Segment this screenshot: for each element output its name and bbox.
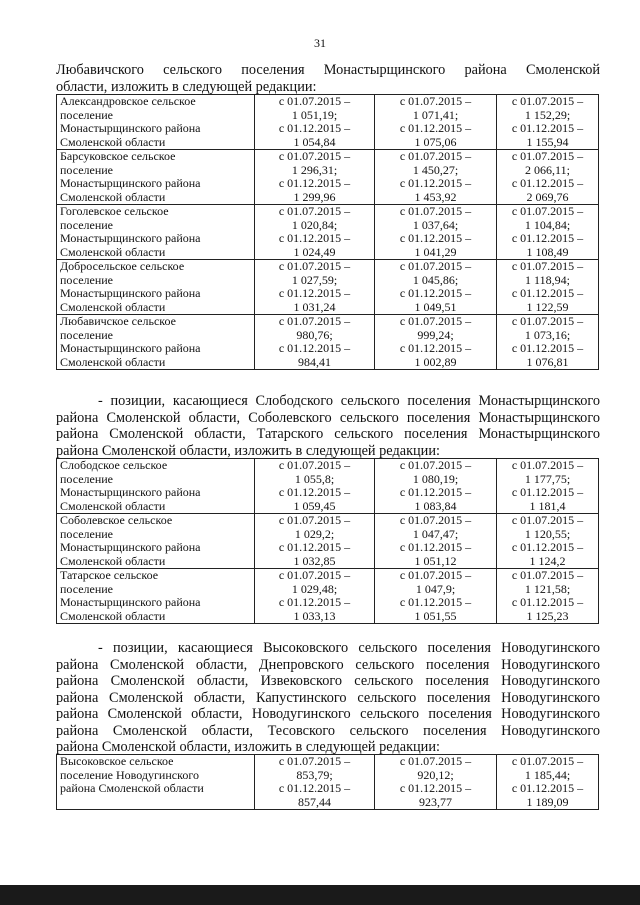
table-row <box>57 569 599 624</box>
tariff-line: 1 045,86; <box>412 272 459 287</box>
text-line: района Смоленской области, Извековского сельского поселения Новодугинского <box>56 673 600 689</box>
tariff-line: с 01.12.2015 – <box>399 176 472 190</box>
tariff-line: с 01.12.2015 – <box>511 485 584 499</box>
name-line: Смоленской области <box>60 299 166 314</box>
tariff-line: 1 071,41; <box>412 107 459 122</box>
tariff-line: 1 041,29 <box>414 244 457 259</box>
name-line: Татарское сельское <box>60 568 159 582</box>
tariff-line: с 01.12.2015 – <box>399 781 472 795</box>
tariff-line: 1 051,55 <box>414 608 457 623</box>
tariff-line: с 01.07.2015 – <box>511 513 584 527</box>
page-number: 31 <box>314 36 326 50</box>
tariff-line: 1 031,24 <box>293 299 336 314</box>
name-line: поселение <box>60 526 114 541</box>
settlement-name-cell <box>57 205 255 260</box>
tariff-line: 1 177,75; <box>524 471 571 486</box>
tariff-cell <box>497 459 599 514</box>
tariff-line: с 01.07.2015 – <box>278 259 351 273</box>
tariff-cell <box>497 95 599 150</box>
tariff-line: 923,77 <box>419 794 452 809</box>
tariff-line: 1 076,81 <box>526 354 569 369</box>
tariff-line: 1 024,49 <box>293 244 336 259</box>
text-line: района Смоленской области, Новодугинского сельского поселения Новодугинского <box>56 706 600 722</box>
tariff-cell <box>375 514 497 569</box>
table-row <box>57 205 599 260</box>
tariff-line: 1 296,31; <box>291 162 338 177</box>
tariff-line: 1 032,85 <box>293 553 336 568</box>
tariff-line: 984,41 <box>298 354 331 369</box>
tariff-line: с 01.07.2015 – <box>278 513 351 527</box>
tariff-line: 1 054,84 <box>293 134 336 149</box>
tariff-line: с 01.12.2015 – <box>399 540 472 554</box>
text-line: района Смоленской области, изложить в следующей редакции: <box>56 442 440 459</box>
tariff-line: с 01.12.2015 – <box>399 231 472 245</box>
tariff-line: 1 155,94 <box>526 134 569 149</box>
tariff-cell <box>255 569 375 624</box>
tariff-line: 1 037,64; <box>412 217 459 232</box>
tariff-line: 1 029,48; <box>291 581 338 596</box>
tariff-line: с 01.12.2015 – <box>278 231 351 245</box>
tariff-cell <box>255 315 375 370</box>
table-row <box>57 315 599 370</box>
name-line: поселение Новодугинского <box>60 767 199 782</box>
tariff-line: с 01.12.2015 – <box>511 121 584 135</box>
tariff-line: 980,76; <box>296 327 333 342</box>
tariff-line: 1 075,06 <box>414 134 457 149</box>
tariff-line: 1 033,13 <box>293 608 336 623</box>
tariff-line: с 01.07.2015 – <box>511 94 584 108</box>
tariff-line: с 01.07.2015 – <box>399 314 472 328</box>
name-line: Смоленской области <box>60 608 166 623</box>
tariff-line: с 01.07.2015 – <box>278 204 351 218</box>
name-line: Любавичское сельское <box>60 314 176 328</box>
text-line: - позиции, касающиеся Слободского сельского поселения Монастырщинского <box>98 393 600 409</box>
tariff-line: 2 069,76 <box>526 189 569 204</box>
name-line: поселение <box>60 581 114 596</box>
name-line: Монастырщинского района <box>60 595 201 609</box>
tariff-line: 1 108,49 <box>526 244 569 259</box>
tariff-cell <box>497 514 599 569</box>
name-line: поселение <box>60 471 114 486</box>
text-line: района Смоленской области, изложить в следующей редакции: <box>56 739 440 755</box>
tariff-cell <box>497 205 599 260</box>
tariff-cell <box>255 95 375 150</box>
table-row <box>57 95 599 150</box>
tariff-cell <box>497 260 599 315</box>
tariff-line: 1 181,4 <box>529 498 566 513</box>
name-line: Александровское сельское <box>60 94 196 108</box>
tariff-cell <box>375 260 497 315</box>
tariff-line: с 01.12.2015 – <box>399 341 472 355</box>
tariff-line: с 01.07.2015 – <box>399 94 472 108</box>
tariff-line: 1 453,92 <box>414 189 457 204</box>
tariff-line: с 01.07.2015 – <box>511 458 584 472</box>
tariff-line: с 01.12.2015 – <box>278 595 351 609</box>
name-line: Монастырщинского района <box>60 231 201 245</box>
tariff-line: с 01.07.2015 – <box>399 754 472 768</box>
settlement-name-cell <box>57 150 255 205</box>
table-row <box>57 150 599 205</box>
name-line: поселение <box>60 217 114 232</box>
tariff-line: 1 002,89 <box>414 354 457 369</box>
tariff-line: с 01.12.2015 – <box>511 231 584 245</box>
table-row <box>57 260 599 315</box>
name-line: Барсуковское сельское <box>60 149 176 163</box>
tariff-cell <box>375 95 497 150</box>
tariff-line: 1 080,19; <box>412 471 459 486</box>
tariff-line: 1 083,84 <box>414 498 457 513</box>
tariff-cell <box>255 514 375 569</box>
name-line: Смоленской области <box>60 189 166 204</box>
tariff-cell <box>497 755 599 810</box>
tariff-table-1 <box>56 94 599 370</box>
tariff-line: с 01.12.2015 – <box>511 286 584 300</box>
settlement-name-cell <box>57 95 255 150</box>
tariff-line: с 01.07.2015 – <box>278 754 351 768</box>
tariff-line: с 01.07.2015 – <box>278 458 351 472</box>
tariff-line: 1 185,44; <box>524 767 571 782</box>
tariff-line: 920,12; <box>417 767 454 782</box>
tariff-line: 1 027,59; <box>291 272 338 287</box>
tariff-line: 1 059,45 <box>293 498 336 513</box>
name-line: поселение <box>60 272 114 287</box>
tariff-line: 2 066,11; <box>525 162 570 177</box>
tariff-cell <box>375 205 497 260</box>
tariff-line: 1 118,94; <box>525 272 570 287</box>
tariff-line: с 01.07.2015 – <box>278 314 351 328</box>
tariff-line: 1 029,2; <box>294 526 335 541</box>
paragraph-3 <box>56 640 600 756</box>
name-line: Добросельское сельское <box>60 259 185 273</box>
text-line: района Смоленской области, Капустинского сельского поселения Новодугинского <box>56 689 600 706</box>
tariff-line: с 01.12.2015 – <box>278 121 351 135</box>
text-line: района Смоленской области, Татарского сельского поселения Монастырщинского <box>56 426 600 442</box>
tariff-line: с 01.07.2015 – <box>511 568 584 582</box>
name-line: Смоленской области <box>60 498 166 513</box>
text-line: области, изложить в следующей редакции: <box>56 78 317 95</box>
tariff-line: с 01.12.2015 – <box>278 485 351 499</box>
tariff-cell <box>255 260 375 315</box>
tariff-line: 1 047,47; <box>412 526 459 541</box>
tariff-line: 857,44 <box>298 794 331 809</box>
name-line: Монастырщинского района <box>60 176 201 190</box>
name-line: Гоголевское сельское <box>60 204 169 218</box>
name-line: Высоковское сельское <box>60 754 174 768</box>
text-line: района Смоленской области, Тесовского сельского поселения Новодугинского <box>56 722 600 739</box>
table-row <box>57 514 599 569</box>
tariff-line: 1 055,8; <box>294 471 335 486</box>
tariff-line: с 01.07.2015 – <box>511 204 584 218</box>
text-line: Любавичского сельского поселения Монастырщинского района Смоленской <box>56 62 600 78</box>
tariff-line: 1 051,19; <box>291 107 338 122</box>
tariff-line: 1 122,59 <box>526 299 569 314</box>
tariff-line: с 01.12.2015 – <box>278 176 351 190</box>
name-line: Смоленской области <box>60 244 166 259</box>
scan-edge <box>0 885 640 905</box>
tariff-line: 853,79; <box>296 767 333 782</box>
tariff-line: с 01.12.2015 – <box>399 595 472 609</box>
tariff-line: 1 299,96 <box>293 189 336 204</box>
name-line: Соболевское сельское <box>60 513 173 527</box>
tariff-line: 1 020,84; <box>291 217 338 232</box>
tariff-line: с 01.12.2015 – <box>511 595 584 609</box>
tariff-cell <box>255 459 375 514</box>
settlement-name-cell <box>57 755 255 810</box>
tariff-table-2 <box>56 458 599 624</box>
tariff-line: 1 152,29; <box>524 107 571 122</box>
tariff-line: 1 450,27; <box>412 162 459 177</box>
intro-paragraph <box>56 62 600 95</box>
tariff-line: с 01.12.2015 – <box>278 540 351 554</box>
tariff-cell <box>255 755 375 810</box>
tariff-line: 1 051,12 <box>414 553 457 568</box>
text-line: района Смоленской области, Днепровского сельского поселения Новодугинского <box>56 656 600 673</box>
tariff-line: с 01.12.2015 – <box>511 341 584 355</box>
tariff-line: с 01.12.2015 – <box>399 485 472 499</box>
settlement-name-cell <box>57 260 255 315</box>
tariff-line: с 01.07.2015 – <box>511 314 584 328</box>
tariff-line: 1 121,58; <box>524 581 571 596</box>
tariff-line: 1 073,16; <box>524 327 571 342</box>
text-line: района Смоленской области, Соболевского сельского поселения Монастырщинского <box>56 409 600 426</box>
name-line: поселение <box>60 327 114 342</box>
name-line: района Смоленской области <box>60 781 204 795</box>
tariff-line: с 01.12.2015 – <box>399 286 472 300</box>
name-line: Смоленской области <box>60 354 166 369</box>
tariff-line: с 01.07.2015 – <box>511 259 584 273</box>
tariff-cell <box>375 150 497 205</box>
tariff-line: с 01.07.2015 – <box>511 754 584 768</box>
tariff-line: с 01.12.2015 – <box>278 341 351 355</box>
name-line: Смоленской области <box>60 134 166 149</box>
tariff-line: 1 047,9; <box>415 581 456 596</box>
settlement-name-cell <box>57 514 255 569</box>
name-line: Смоленской области <box>60 553 166 568</box>
tariff-line: 1 104,84; <box>524 217 571 232</box>
tariff-line: с 01.12.2015 – <box>511 781 584 795</box>
tariff-line: с 01.12.2015 – <box>278 781 351 795</box>
tariff-line: 999,24; <box>417 327 454 342</box>
tariff-line: 1 120,55; <box>524 526 571 541</box>
tariff-cell <box>255 205 375 260</box>
tariff-line: с 01.07.2015 – <box>399 204 472 218</box>
tariff-cell <box>375 459 497 514</box>
tariff-table-3 <box>56 754 599 810</box>
name-line: Монастырщинского района <box>60 540 201 554</box>
tariff-cell <box>375 755 497 810</box>
tariff-line: 1 124,2 <box>529 553 566 568</box>
tariff-cell <box>497 569 599 624</box>
tariff-cell <box>497 150 599 205</box>
tariff-line: с 01.07.2015 – <box>278 568 351 582</box>
tariff-line: с 01.07.2015 – <box>511 149 584 163</box>
tariff-line: с 01.07.2015 – <box>278 149 351 163</box>
tariff-line: с 01.12.2015 – <box>511 176 584 190</box>
tariff-line: с 01.07.2015 – <box>399 259 472 273</box>
tariff-line: с 01.12.2015 – <box>399 121 472 135</box>
tariff-line: с 01.07.2015 – <box>278 94 351 108</box>
tariff-line: 1 189,09 <box>526 794 569 809</box>
name-line: Монастырщинского района <box>60 485 201 499</box>
settlement-name-cell <box>57 569 255 624</box>
table-row <box>57 459 599 514</box>
tariff-line: с 01.12.2015 – <box>278 286 351 300</box>
name-line: поселение <box>60 107 114 122</box>
tariff-line: с 01.07.2015 – <box>399 568 472 582</box>
tariff-line: с 01.07.2015 – <box>399 149 472 163</box>
tariff-cell <box>375 315 497 370</box>
tariff-line: 1 049,51 <box>414 299 457 314</box>
name-line: поселение <box>60 162 114 177</box>
tariff-line: 1 125,23 <box>526 608 569 623</box>
name-line: Слободское сельское <box>60 458 168 472</box>
tariff-cell <box>497 315 599 370</box>
name-line: Монастырщинского района <box>60 286 201 300</box>
name-line: Монастырщинского района <box>60 341 201 355</box>
tariff-cell <box>375 569 497 624</box>
tariff-cell <box>255 150 375 205</box>
name-line: Монастырщинского района <box>60 121 201 135</box>
settlement-name-cell <box>57 459 255 514</box>
paragraph-2 <box>56 393 600 459</box>
text-line: - позиции, касающиеся Высоковского сельского поселения Новодугинского <box>98 640 600 656</box>
tariff-line: с 01.12.2015 – <box>511 540 584 554</box>
table-row <box>57 755 599 810</box>
tariff-line: с 01.07.2015 – <box>399 513 472 527</box>
tariff-line: с 01.07.2015 – <box>399 458 472 472</box>
settlement-name-cell <box>57 315 255 370</box>
